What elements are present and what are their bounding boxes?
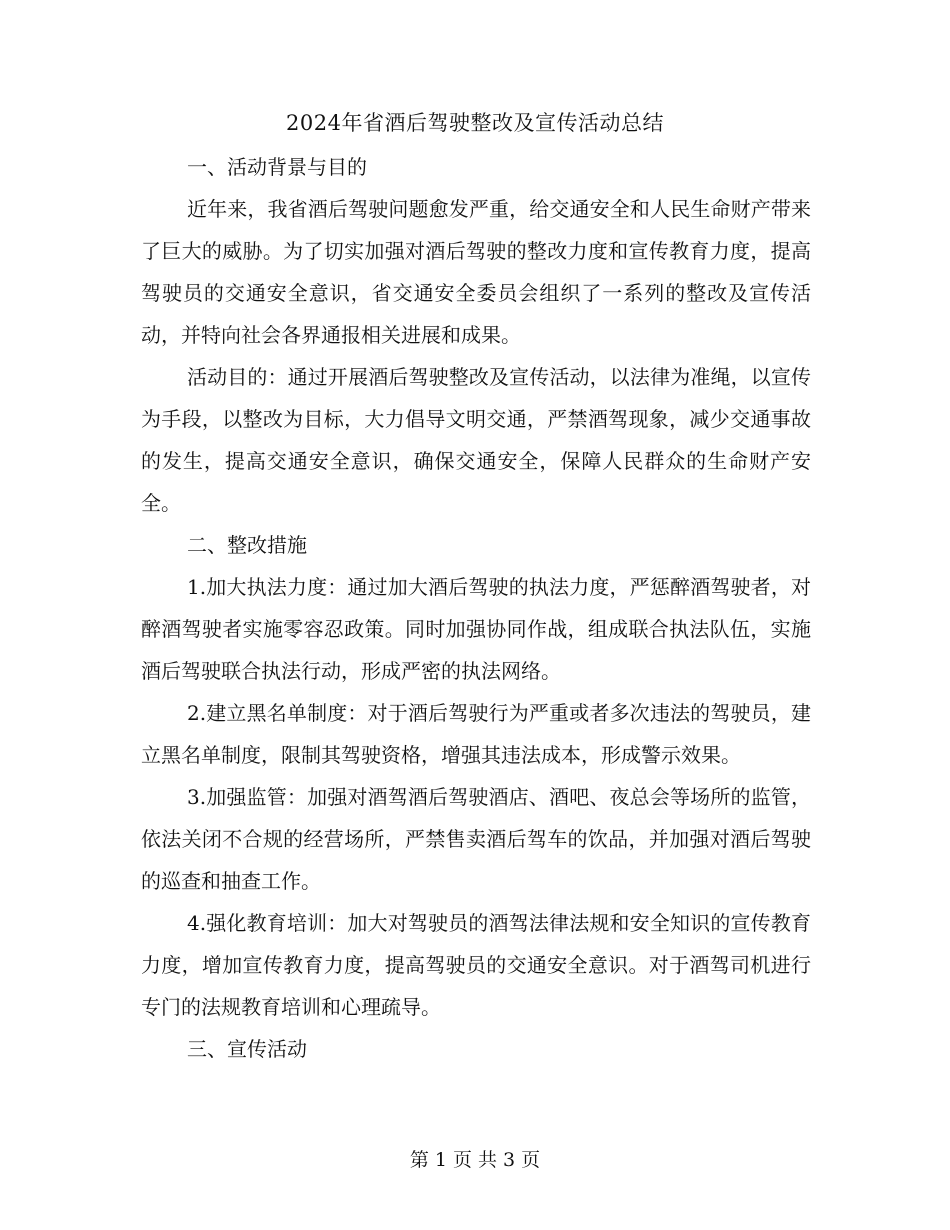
document-title: 2024年省酒后驾驶整改及宣传活动总结	[286, 111, 664, 135]
list-item: 2.建立黑名单制度：对于酒后驾驶行为严重或者多次违法的驾驶员，建立黑名单制度，限制其驾驶资格，增强其违法成本，形成警示效果。	[141, 701, 811, 767]
paragraph: 近年来，我省酒后驾驶问题愈发严重，给交通安全和人民生命财产带来了巨大的威胁。为了切实加强对酒后驾驶的整改力度和宣传教育力度，提高驾驶员的交通安全意识，省交通安全委员会组织了一系列的整改及宣传活动，并特向社会各界通报相关进展和成果。	[141, 197, 811, 347]
section-heading: 三、宣传活动	[187, 1037, 307, 1061]
list-item: 4.强化教育培训：加大对驾驶员的酒驾法律法规和安全知识的宣传教育力度，增加宣传教育力度，提高驾驶员的交通安全意识。对于酒驾司机进行专门的法规教育培训和心理疏导。	[141, 911, 811, 1019]
list-item: 3.加强监管：加强对酒驾酒后驾驶酒店、酒吧、夜总会等场所的监管，依法关闭不合规的经营场所，严禁售卖酒后驾车的饮品，并加强对酒后驾驶的巡查和抽查工作。	[141, 785, 811, 893]
section-heading: 二、整改措施	[187, 533, 307, 557]
list-item: 1.加大执法力度：通过加大酒后驾驶的执法力度，严惩醉酒驾驶者，对醉酒驾驶者实施零容忍政策。同时加强协同作战，组成联合执法队伍，实施酒后驾驶联合执法行动，形成严密的执法网络。	[141, 575, 811, 683]
section-heading: 一、活动背景与目的	[187, 155, 367, 179]
page-number-footer: 第 1 页 共 3 页	[409, 1149, 541, 1171]
document-body	[141, 146, 811, 1070]
paragraph: 活动目的：通过开展酒后驾驶整改及宣传活动，以法律为准绳，以宣传为手段，以整改为目标，大力倡导文明交通，严禁酒驾现象，减少交通事故的发生，提高交通安全意识，确保交通安全，保障人民群众的生命财产安全。	[141, 365, 811, 515]
